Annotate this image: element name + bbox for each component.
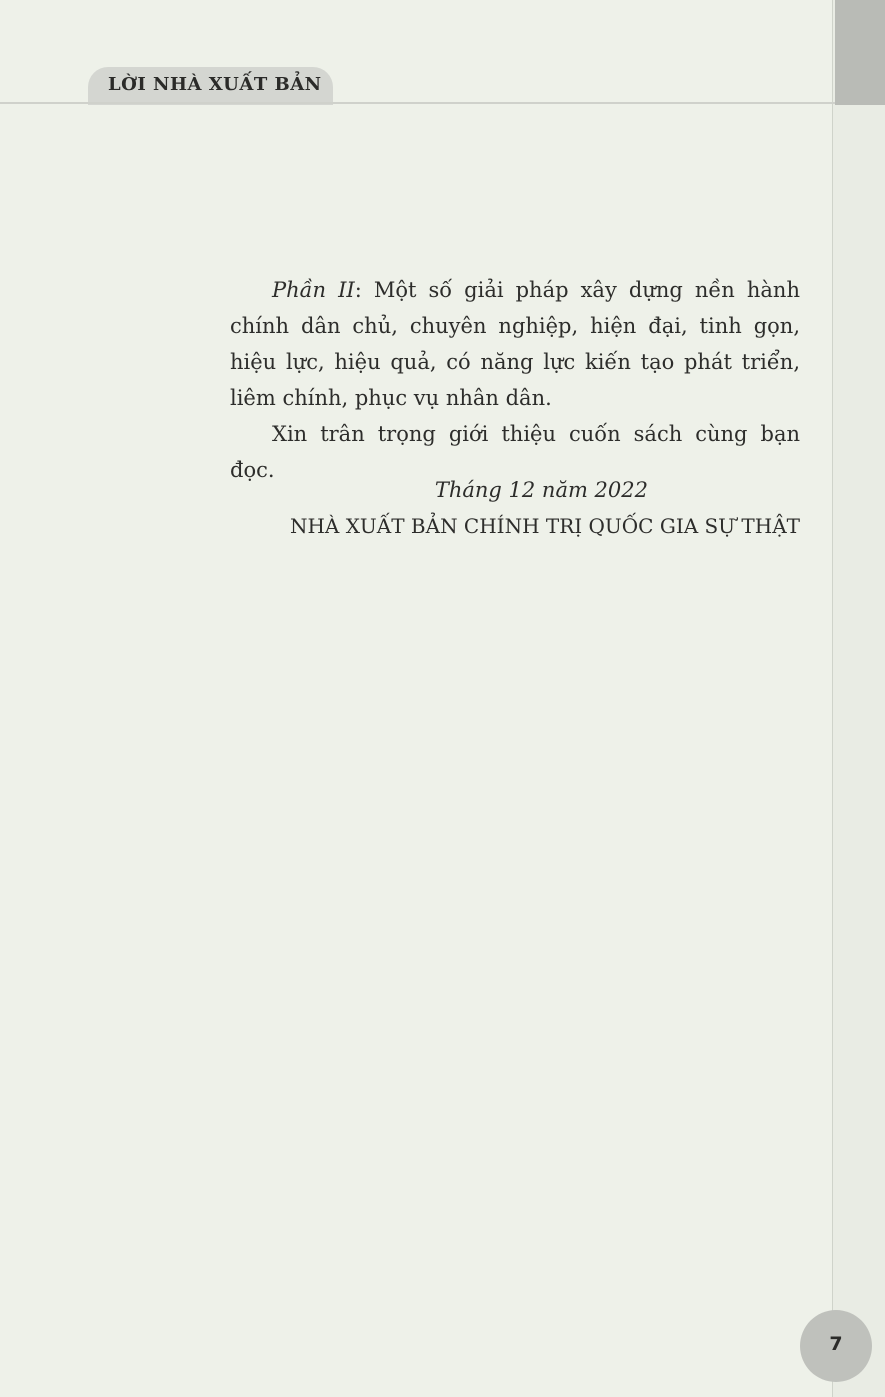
page-number: 7 [829,1333,843,1355]
publisher-name: NHÀ XUẤT BẢN CHÍNH TRỊ QUỐC GIA SỰ THẬT [289,514,800,538]
paragraph-introduction: Xin trân trọng giới thiệu cuốn sách cùng bạn đọc. [230,422,800,482]
edge-tab-marker [835,0,885,105]
paragraph-part-two [230,272,800,416]
body-text [230,272,800,488]
signature-block [230,472,800,544]
part-description: : Một số giải pháp xây dựng nền hành chính dân chủ, chuyên nghiệp, hiện đại, tinh gọn, hiệu lực, hiệu quả, có năng lực kiến tạo phát triển, liêm chính, phục vụ nhân dân. [230,278,800,410]
running-header-title: LỜI NHÀ XUẤT BẢN [108,74,322,95]
header-rule [0,102,835,104]
part-label: Phần II [272,278,355,302]
page-edge [832,0,885,1397]
signature-date: Tháng 12 năm 2022 [434,478,648,502]
